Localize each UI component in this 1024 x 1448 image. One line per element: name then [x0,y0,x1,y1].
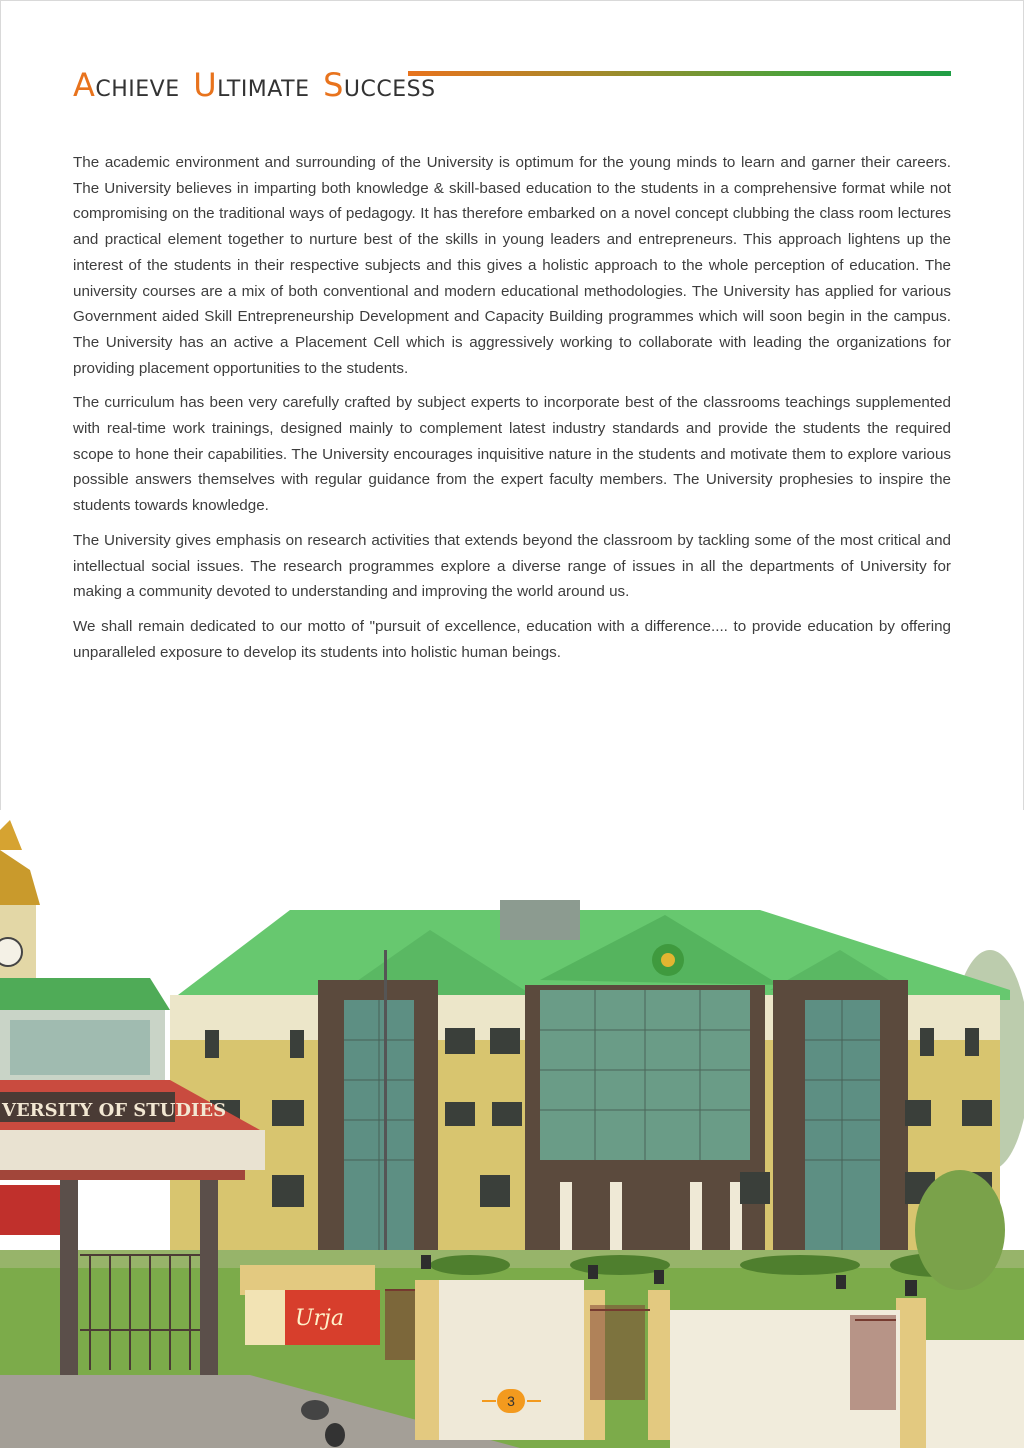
paragraph-4: We shall remain dedicated to our motto of "pursuit of excellence, education with a difference.... to provide education by offering unparalleled exposure to develop its students into holistic human beings. [73,617,951,661]
page-number-line-left [482,1400,496,1402]
heading-word-2: ULTIMATE [193,66,310,104]
paragraph-1: The academic environment and surrounding of the University is optimum for the young minds to learn and garner their careers. The University believes in imparting both knowledge & skill-based education to the students in a comprehensive format while not compromising on the traditional ways of pedagogy. It has therefore embarked on a novel concept clubbing the class room lectures and practical element together to nurture best of the skills in young leaders and entrepreneurs. This approach lightens up the interest of the students in their respective subjects and this gives a holistic approach to the whole perception of education. The university courses are a mix of both conventional and modern educational methodologies. The University has applied for various Government aided Skill Entrepreneurship Development and Capacity Building programmes which will soon begin in the campus. The University has an active a Placement Cell which is aggressively working to collaborate with leading the organizations for providing placement opportunities to the students. [73,154,951,377]
body-text [73,150,951,674]
page-number: 3 [497,1389,525,1413]
heading-word-3: SUCCESS [323,66,436,104]
heading-word-1: ACHIEVE [73,66,180,104]
campus-building-photo [0,810,1024,1448]
paragraph-2: The curriculum has been very carefully crafted by subject experts to incorporate best of the classrooms teachings supplemented with real-time work trainings, designed mainly to complement latest industry standards and provide the students the required scope to hone their capabilities. The University encourages inquisitive nature in the students and motivate them to explore various possible answers themselves with regular guidance from the expert faculty members. The University prophesies to inspire the students towards knowledge. [73,394,951,515]
page-heading [73,66,444,104]
page-number-line-right [527,1400,541,1402]
urja-banner-text: Urja [295,1306,344,1331]
heading-gradient-rule [408,71,951,76]
paragraph-3: The University gives emphasis on research activities that extends beyond the classroom by tackling some of the most critical and intellectual social issues. The research programmes explore a diverse range of issues in all the departments of University for making a community devoted to understanding and improving the world around us. [73,531,951,601]
gate-sign-text: VERSITY OF STUDIES [2,1100,227,1121]
